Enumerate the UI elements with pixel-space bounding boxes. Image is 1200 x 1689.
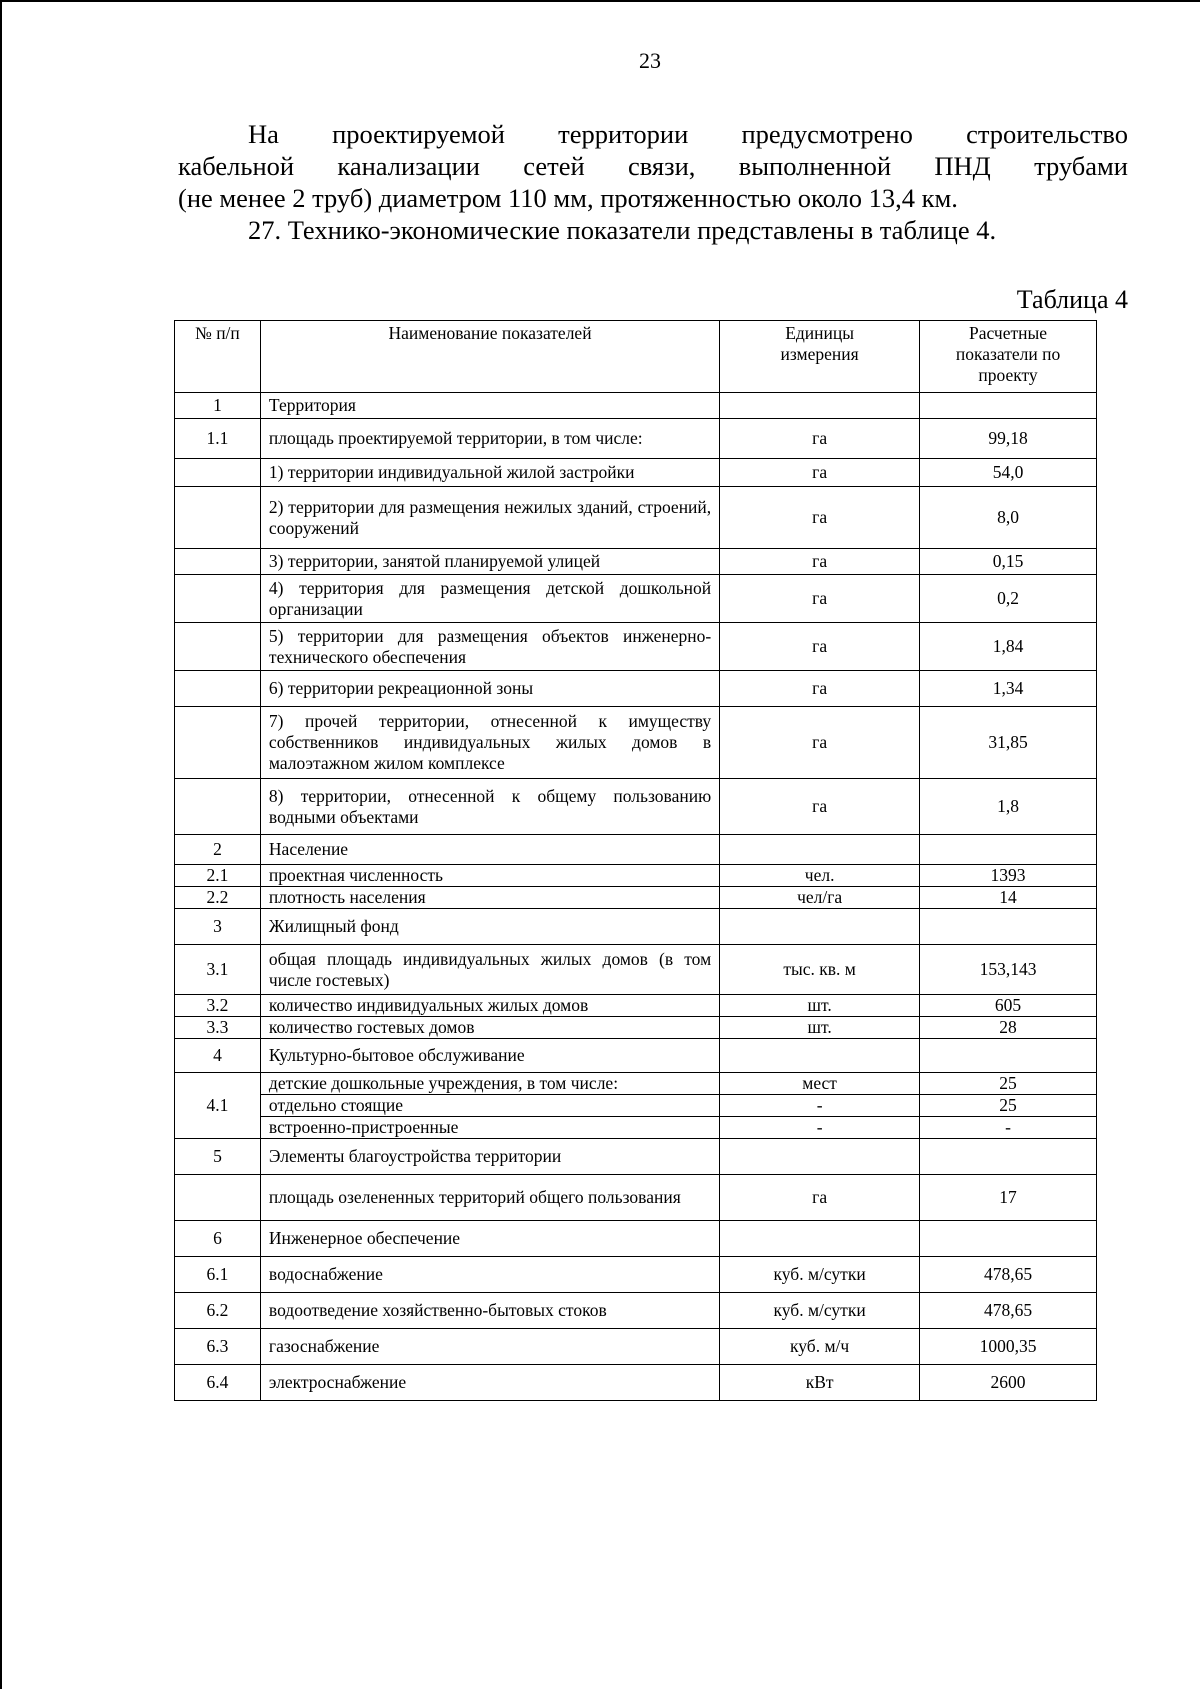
row-number — [175, 459, 261, 487]
unit-of-measure: шт. — [720, 995, 920, 1017]
row-number: 4 — [175, 1039, 261, 1073]
unit-of-measure: куб. м/ч — [720, 1329, 920, 1365]
indicator-name: количество индивидуальных жилых домов — [260, 995, 719, 1017]
unit-of-measure: га — [720, 459, 920, 487]
row-number: 6.1 — [175, 1257, 261, 1293]
intro-line-1: На проектируемой территории предусмотрено строительство — [248, 119, 1128, 149]
unit-of-measure: га — [720, 779, 920, 835]
row-number: 1.1 — [175, 419, 261, 459]
unit-of-measure: тыс. кв. м — [720, 945, 920, 995]
unit-of-measure: га — [720, 549, 920, 575]
row-number: 6 — [175, 1221, 261, 1257]
table-row — [175, 1329, 1097, 1365]
row-number — [175, 779, 261, 835]
table-row — [175, 995, 1097, 1017]
header-name: Наименование показателей — [260, 321, 719, 393]
row-number: 3.3 — [175, 1017, 261, 1039]
indicator-name: детские дошкольные учреждения, в том числе: — [260, 1073, 719, 1095]
table-row — [175, 1293, 1097, 1329]
indicator-name: площадь озелененных территорий общего пользования — [260, 1175, 719, 1221]
unit-of-measure: га — [720, 707, 920, 779]
indicator-name: 6) территории рекреационной зоны — [260, 671, 719, 707]
table-row — [175, 1257, 1097, 1293]
indicator-value: 1000,35 — [920, 1329, 1097, 1365]
row-number: 3 — [175, 909, 261, 945]
row-number — [175, 575, 261, 623]
table-row — [175, 1095, 1097, 1117]
table-row — [175, 909, 1097, 945]
row-number: 5 — [175, 1139, 261, 1175]
unit-of-measure: куб. м/сутки — [720, 1257, 920, 1293]
table-row — [175, 487, 1097, 549]
table-row — [175, 671, 1097, 707]
indicator-name: 7) прочей территории, отнесенной к имуществу собственников индивидуальных жилых домов в малоэтажном жилом комплексе — [260, 707, 719, 779]
indicator-value: 2600 — [920, 1365, 1097, 1401]
unit-of-measure: мест — [720, 1073, 920, 1095]
indicator-name: проектная численность — [260, 865, 719, 887]
intro-line-2: кабельной канализации сетей связи, выполненной ПНД трубами — [178, 151, 1128, 181]
row-number — [175, 549, 261, 575]
table-row — [175, 779, 1097, 835]
indicator-name: 8) территории, отнесенной к общему пользованию водными объектами — [260, 779, 719, 835]
unit-of-measure — [720, 393, 920, 419]
indicator-value: 478,65 — [920, 1293, 1097, 1329]
row-number — [175, 671, 261, 707]
table-row — [175, 419, 1097, 459]
table-row — [175, 945, 1097, 995]
table-row — [175, 707, 1097, 779]
unit-of-measure — [720, 1139, 920, 1175]
indicator-name: 2) территории для размещения нежилых зданий, строений, сооружений — [260, 487, 719, 549]
indicator-name: плотность населения — [260, 887, 719, 909]
unit-of-measure: кВт — [720, 1365, 920, 1401]
indicator-name: водоотведение хозяйственно-бытовых стоков — [260, 1293, 719, 1329]
indicator-value: 25 — [920, 1073, 1097, 1095]
row-number — [175, 1175, 261, 1221]
row-number — [175, 487, 261, 549]
indicator-value: 28 — [920, 1017, 1097, 1039]
indicator-value: 0,15 — [920, 549, 1097, 575]
indicator-name: общая площадь индивидуальных жилых домов (в том числе гостевых) — [260, 945, 719, 995]
header-unit: Единицы измерения — [720, 321, 920, 393]
indicator-value — [920, 393, 1097, 419]
unit-of-measure: га — [720, 1175, 920, 1221]
table-row — [175, 1221, 1097, 1257]
section-title: Инженерное обеспечение — [260, 1221, 719, 1257]
indicator-value: 99,18 — [920, 419, 1097, 459]
unit-of-measure: га — [720, 419, 920, 459]
indicator-value: 0,2 — [920, 575, 1097, 623]
indicator-value: 14 — [920, 887, 1097, 909]
indicator-name: электроснабжение — [260, 1365, 719, 1401]
table-row — [175, 1117, 1097, 1139]
indicator-name: 5) территории для размещения объектов инженерно-технического обеспечения — [260, 623, 719, 671]
table-reference-paragraph: 27. Технико-экономические показатели представлены в таблице 4. — [248, 215, 997, 245]
intro-paragraph — [178, 118, 1128, 214]
unit-of-measure — [720, 1039, 920, 1073]
indicator-name: водоснабжение — [260, 1257, 719, 1293]
indicator-value — [920, 909, 1097, 945]
table-row — [175, 1073, 1097, 1095]
table-row — [175, 623, 1097, 671]
row-number: 4.1 — [175, 1073, 261, 1139]
indicators-table — [174, 320, 1097, 1401]
page-border-top — [0, 0, 1200, 2]
table-row — [175, 459, 1097, 487]
unit-of-measure — [720, 835, 920, 865]
unit-of-measure: га — [720, 575, 920, 623]
indicator-value — [920, 1221, 1097, 1257]
table-row — [175, 1365, 1097, 1401]
row-number: 2.2 — [175, 887, 261, 909]
section-title: Элементы благоустройства территории — [260, 1139, 719, 1175]
indicator-name: газоснабжение — [260, 1329, 719, 1365]
page-number: 23 — [639, 48, 661, 73]
header-num: № п/п — [175, 321, 261, 393]
unit-of-measure — [720, 1221, 920, 1257]
unit-of-measure: га — [720, 487, 920, 549]
unit-of-measure: чел. — [720, 865, 920, 887]
row-number: 6.2 — [175, 1293, 261, 1329]
indicator-value: 17 — [920, 1175, 1097, 1221]
indicator-value: 1393 — [920, 865, 1097, 887]
indicator-value: - — [920, 1117, 1097, 1139]
row-number: 2 — [175, 835, 261, 865]
table-row — [175, 887, 1097, 909]
row-number: 6.4 — [175, 1365, 261, 1401]
intro-line-3: (не менее 2 труб) диаметром 110 мм, протяженностью около 13,4 км. — [178, 183, 958, 213]
indicator-name: отдельно стоящие — [260, 1095, 719, 1117]
indicator-name: 1) территории индивидуальной жилой застройки — [260, 459, 719, 487]
row-number: 3.1 — [175, 945, 261, 995]
indicator-value: 1,8 — [920, 779, 1097, 835]
indicator-value: 31,85 — [920, 707, 1097, 779]
indicator-value: 25 — [920, 1095, 1097, 1117]
table-row — [175, 549, 1097, 575]
section-title: Территория — [260, 393, 719, 419]
row-number: 3.2 — [175, 995, 261, 1017]
unit-of-measure: га — [720, 623, 920, 671]
indicator-name: 4) территория для размещения детской дошкольной организации — [260, 575, 719, 623]
table-row — [175, 1017, 1097, 1039]
indicator-name: 3) территории, занятой планируемой улицей — [260, 549, 719, 575]
unit-of-measure: - — [720, 1117, 920, 1139]
unit-of-measure: куб. м/сутки — [720, 1293, 920, 1329]
indicator-value — [920, 835, 1097, 865]
table-header-row — [175, 321, 1097, 393]
page-border-left — [0, 0, 2, 1689]
unit-of-measure: чел/га — [720, 887, 920, 909]
indicator-value: 8,0 — [920, 487, 1097, 549]
row-number: 2.1 — [175, 865, 261, 887]
header-value: Расчетные показатели по проекту — [920, 321, 1097, 393]
table-row — [175, 1139, 1097, 1175]
table-row — [175, 393, 1097, 419]
indicator-name: количество гостевых домов — [260, 1017, 719, 1039]
indicator-value: 1,84 — [920, 623, 1097, 671]
table-row — [175, 1175, 1097, 1221]
indicator-value: 1,34 — [920, 671, 1097, 707]
unit-of-measure: га — [720, 671, 920, 707]
indicator-value — [920, 1039, 1097, 1073]
row-number — [175, 707, 261, 779]
table-row — [175, 1039, 1097, 1073]
unit-of-measure: шт. — [720, 1017, 920, 1039]
row-number: 1 — [175, 393, 261, 419]
section-title: Население — [260, 835, 719, 865]
section-title: Культурно-бытовое обслуживание — [260, 1039, 719, 1073]
indicator-value: 605 — [920, 995, 1097, 1017]
indicator-name: площадь проектируемой территории, в том числе: — [260, 419, 719, 459]
unit-of-measure: - — [720, 1095, 920, 1117]
table-row — [175, 575, 1097, 623]
table-caption: Таблица 4 — [1016, 285, 1128, 314]
indicator-value — [920, 1139, 1097, 1175]
indicator-name: встроенно-пристроенные — [260, 1117, 719, 1139]
section-title: Жилищный фонд — [260, 909, 719, 945]
row-number: 6.3 — [175, 1329, 261, 1365]
indicator-value: 153,143 — [920, 945, 1097, 995]
table-row — [175, 835, 1097, 865]
table-row — [175, 865, 1097, 887]
indicator-value: 54,0 — [920, 459, 1097, 487]
unit-of-measure — [720, 909, 920, 945]
indicator-value: 478,65 — [920, 1257, 1097, 1293]
row-number — [175, 623, 261, 671]
